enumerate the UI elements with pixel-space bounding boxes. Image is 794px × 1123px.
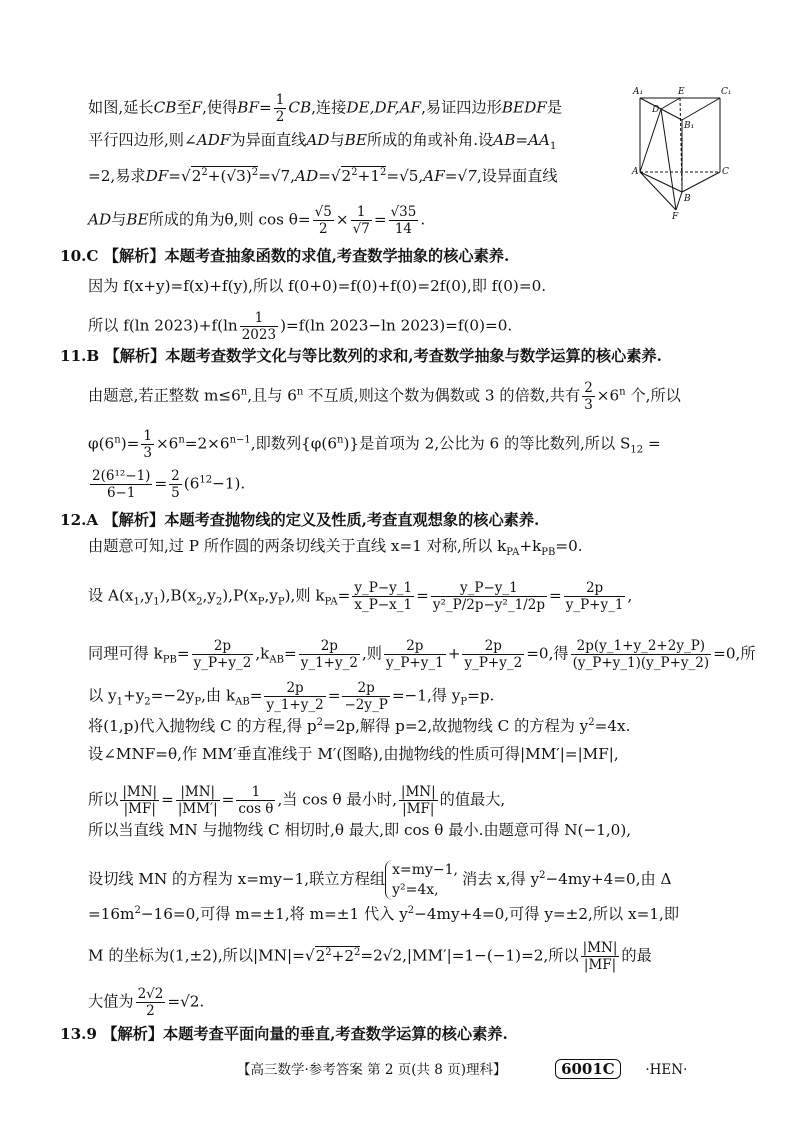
text-line: 所以 $\frac{|MN|}{|MF|}$ = $\frac{|MN|}{|MM'|}$ = $\frac{1}{\text{cos θ}}$ ,当 cos θ 最小时, $\frac{|MN|}{|MF|}$ 的值最大, (88, 784, 506, 817)
question-10-heading: 10.C 【解析】本题考查抽象函数的求值,考查数学抽象的核心素养. (60, 247, 510, 265)
text-line: 同理可得 $k_{PB}=$ $\frac{2p}{y\_P+y\_2}$ $,k_{AB}=$ $\frac{2p}{y\_1+y\_2}$ ,则 $\frac{2p}{y\_P+y\_1}$ + $\frac{2p}{y\_P+y\_2}$ =0,得 $\frac{2p(y\_1+y\_2+2y\_P)}{(y\_P+y\_1)(y\_P+y\_2)}$ =0,所 (88, 638, 756, 671)
label-a: A (632, 167, 639, 177)
text-line: 如图,延长CB至F,使得BF= $\frac{1}{2}$ CB,连接DE,DF,AF,易证四边形BEDF是 (88, 92, 563, 125)
text-line: =2,易求$DF=√2^2+(√3)^2=√7,AD=√2^2+1^2=√5,AF=√7$,设异面直线 (88, 166, 558, 185)
prism-figure (632, 84, 730, 220)
text-line: 将(1,p)代入抛物线 C 的方程,得 $p^2=2p$,解得 p=2,故抛物线 C 的方程为 $y^2=4x$. (88, 716, 631, 735)
label-c: C (722, 167, 729, 177)
label-c1: C₁ (721, 87, 732, 97)
text-line: 由题意可知,过 P 所作圆的两条切线关于直线 x=1 对称,所以 $k_{PA}+k_{PB}=0$. (88, 537, 583, 559)
question-13-heading: 13.9 【解析】本题考查平面向量的垂直,考查数学运算的核心素养. (60, 1025, 508, 1043)
text-line: M 的坐标为(1,±2),所以$|MN|=√2^2+2^2=2√2,|MM'|=1-(-1)=2$,所以 $\frac{|MN|}{|MF|}$ 的最 (88, 940, 652, 973)
question-11-heading: 11.B 【解析】本题考查数学文化与等比数列的求和,考查数学抽象与数学运算的核心素养. (60, 347, 662, 365)
text-line: 平行四边形,则∠ADF为异面直线AD与BE所成的角或补角.设$AB=AA_1$ (88, 131, 557, 153)
text-line: 因为 f(x+y)=f(x)+f(y),所以 f(0+0)=f(0)+f(0)=2f(0),即 f(0)=0. (88, 277, 547, 295)
footer-text: 【高三数学·参考答案 第 2 页(共 8 页)理科】 (237, 1062, 507, 1078)
question-12-heading: 12.A 【解析】本题考查抛物线的定义及性质,考查直观想象的核心素养. (60, 511, 540, 529)
fraction: $\frac{1}{2}$ (275, 92, 285, 125)
equation-system: x=my−1, y²=4x, (385, 860, 462, 900)
text-line: 设 $A(x_1,y_1),B(x_2,y_2),P(x_P,y_P)$,则 $k_{PA}=$ $\frac{y\_P-y\_1}{x\_P-x\_1}$ = $\frac{y\_P-y\_1}{\text{y²\_P/2p−y²\_1/2p}}$ = $\frac{2p}{y\_P+y\_1}$ , (88, 580, 633, 613)
text-line: 所以当直线 MN 与抛物线 C 相切时,θ 最大,即 cos θ 最小.由题意可得 N(−1,0), (88, 821, 632, 839)
text-line: 大值为 $\frac{2√2}{2}$ =√2. (88, 986, 205, 1019)
text-line: $\frac{\text{2(6¹²−1)}}{6-1}$ = $\frac{2}{5}$ $(6^{12}-1)$. (92, 468, 246, 501)
label-d: D (652, 105, 660, 115)
text-line: AD与BE所成的角为θ,则 cos θ= $\frac{√5}{2}$ × $\frac{1}{√7}$ = $\frac{√35}{14}$ . (88, 204, 426, 237)
label-e: E (678, 87, 685, 97)
text-line: 以 $y_1+y_2=-2y_P$,由 $k_{AB}=$ $\frac{2p}{y\_1+y\_2}$ = $\frac{2p}{-2y\_P}$ =−1,得 $y_P=p$. (88, 680, 495, 713)
text-line: 设∠MNF=θ,作 MM′垂直准线于 M′(图略),由抛物线的性质可得|MM′|=|MF|, (88, 745, 619, 763)
text-line: $=16m^2-16=0$,可得 m=±1,将 m=±1 代入 $y^2-4my+4=0$,可得 y=±2,所以 x=1,即 (88, 904, 680, 923)
text-line: 所以 f(ln 2023)+f(ln $\frac{1}{2023}$ )=f(ln 2023−ln 2023)=f(0)=0. (88, 310, 513, 343)
paper-code: 6001C (555, 1059, 621, 1079)
label-a1: A₁ (633, 87, 644, 97)
text-line: $\varphi(6^n)=$ $\frac{1}{3}$ $\times 6^n=2\times 6^{n-1}$,即数列{φ(6$^n$)}是首项为 2,公比为 6 的等比数列,所以 $S_{12}$ = (88, 428, 661, 461)
text-line: 由题意,若正整数 $m\le 6^n$,且与 6$^n$ 不互质,则这个数为偶数或 3 的倍数,共有 $\frac{2}{3}$ $\times 6^n$ 个,所以 (88, 380, 681, 413)
text-line: 设切线 MN 的方程为 x=my−1,联立方程组 x=my−1, y²=4x, 消去 x,得 $y^2-4my+4=0$,由 Δ (88, 862, 672, 898)
page-footer (237, 1058, 687, 1079)
label-f: F (672, 212, 679, 222)
region-code: ·HEN· (645, 1062, 688, 1078)
label-b1: B₁ (684, 121, 695, 131)
label-b: B (684, 194, 691, 204)
